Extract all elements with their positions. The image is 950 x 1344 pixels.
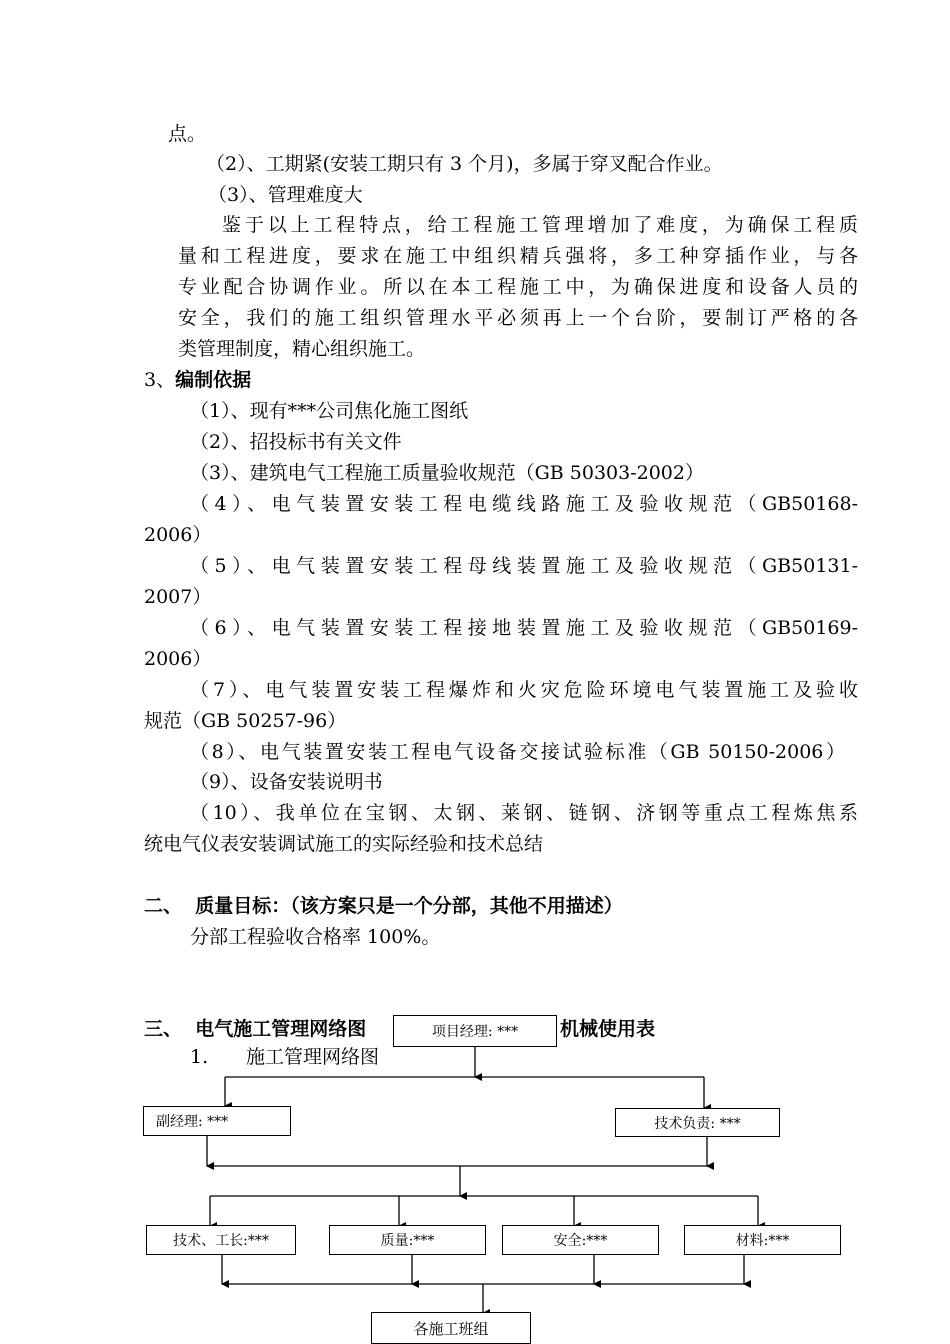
body-line-4: 鉴于以上工程特点，给工程施工管理增加了难度，为确保工程质 <box>222 214 858 236</box>
basis-item-5: （5）、电气装置安装工程母线装置施工及验收规范（GB50131- <box>190 555 858 577</box>
body-line-5: 量和工程进度，要求在施工中组织精兵强将，多工种穿插作业，与各 <box>178 245 858 267</box>
basis-item-4: （4）、电气装置安装工程电缆线路施工及验收规范（GB50168- <box>190 493 858 515</box>
org-box-tech-lead: 技术负责: *** <box>615 1108 780 1137</box>
body-line-6: 专业配合协调作业。所以在本工程施工中，为确保进度和设备人员的 <box>178 276 858 298</box>
basis-item-9: （9）、设备安装说明书 <box>190 771 383 793</box>
network-sub-title: 施工管理网络图 <box>246 1046 380 1068</box>
org-box-quality: 质量:*** <box>329 1225 486 1255</box>
basis-item-3: （3）、建筑电气工程施工质量验收规范（GB 50303-2002） <box>190 462 704 484</box>
body-line-1: 点。 <box>168 123 207 145</box>
network-sub-number: 1. <box>190 1046 209 1068</box>
body-line-3: （3）、管理难度大 <box>208 184 363 206</box>
basis-item-2: （2）、招投标书有关文件 <box>190 431 402 453</box>
org-box-tech-foreman: 技术、工长:*** <box>146 1225 296 1255</box>
body-line-8: 类管理制度，精心组织施工。 <box>178 338 426 360</box>
basis-item-4-cont: 2006） <box>144 524 212 546</box>
basis-item-6: （6）、电气装置安装工程接地装置施工及验收规范（GB50169- <box>190 617 858 639</box>
quality-heading: 二、 质量目标：（该方案只是一个分部，其他不用描述） <box>144 895 623 917</box>
org-box-project-manager: 项目经理: *** <box>393 1015 557 1047</box>
org-box-safety: 安全:*** <box>502 1225 659 1255</box>
org-box-construction-teams: 各施工班组 <box>371 1312 531 1344</box>
network-heading-right: 机械使用表 <box>560 1018 656 1040</box>
basis-item-7: （7）、电气装置安装工程爆炸和火灾危险环境电气装置施工及验收 <box>190 679 858 701</box>
quality-text: 分部工程验收合格率 100%。 <box>190 926 441 948</box>
network-heading-left: 三、 电气施工管理网络图 <box>144 1018 367 1040</box>
org-box-deputy-manager: 副经理: *** <box>143 1106 291 1136</box>
section3-title: 编制依据 <box>175 369 252 391</box>
basis-item-1: （1）、现有***公司焦化施工图纸 <box>190 400 469 422</box>
org-box-materials: 材料:*** <box>684 1225 841 1255</box>
body-line-2: （2）、工期紧(安装工期只有 3 个月)，多属于穿叉配合作业。 <box>206 153 723 175</box>
basis-item-8: （8）、电气装置安装工程电气设备交接试验标准（GB 50150-2006） <box>190 741 845 763</box>
section3-number: 3、 <box>144 369 176 391</box>
basis-item-10-cont: 统电气仪表安装调试施工的实际经验和技术总结 <box>144 833 544 855</box>
basis-item-7-cont: 规范（GB 50257-96） <box>144 710 347 732</box>
basis-item-5-cont: 2007） <box>144 586 212 608</box>
basis-item-6-cont: 2006） <box>144 648 212 670</box>
body-line-7: 安全，我们的施工组织管理水平必须再上一个台阶，要制订严格的各 <box>178 307 858 329</box>
basis-item-10: （10）、我单位在宝钢、太钢、莱钢、链钢、济钢等重点工程炼焦系 <box>190 802 858 824</box>
